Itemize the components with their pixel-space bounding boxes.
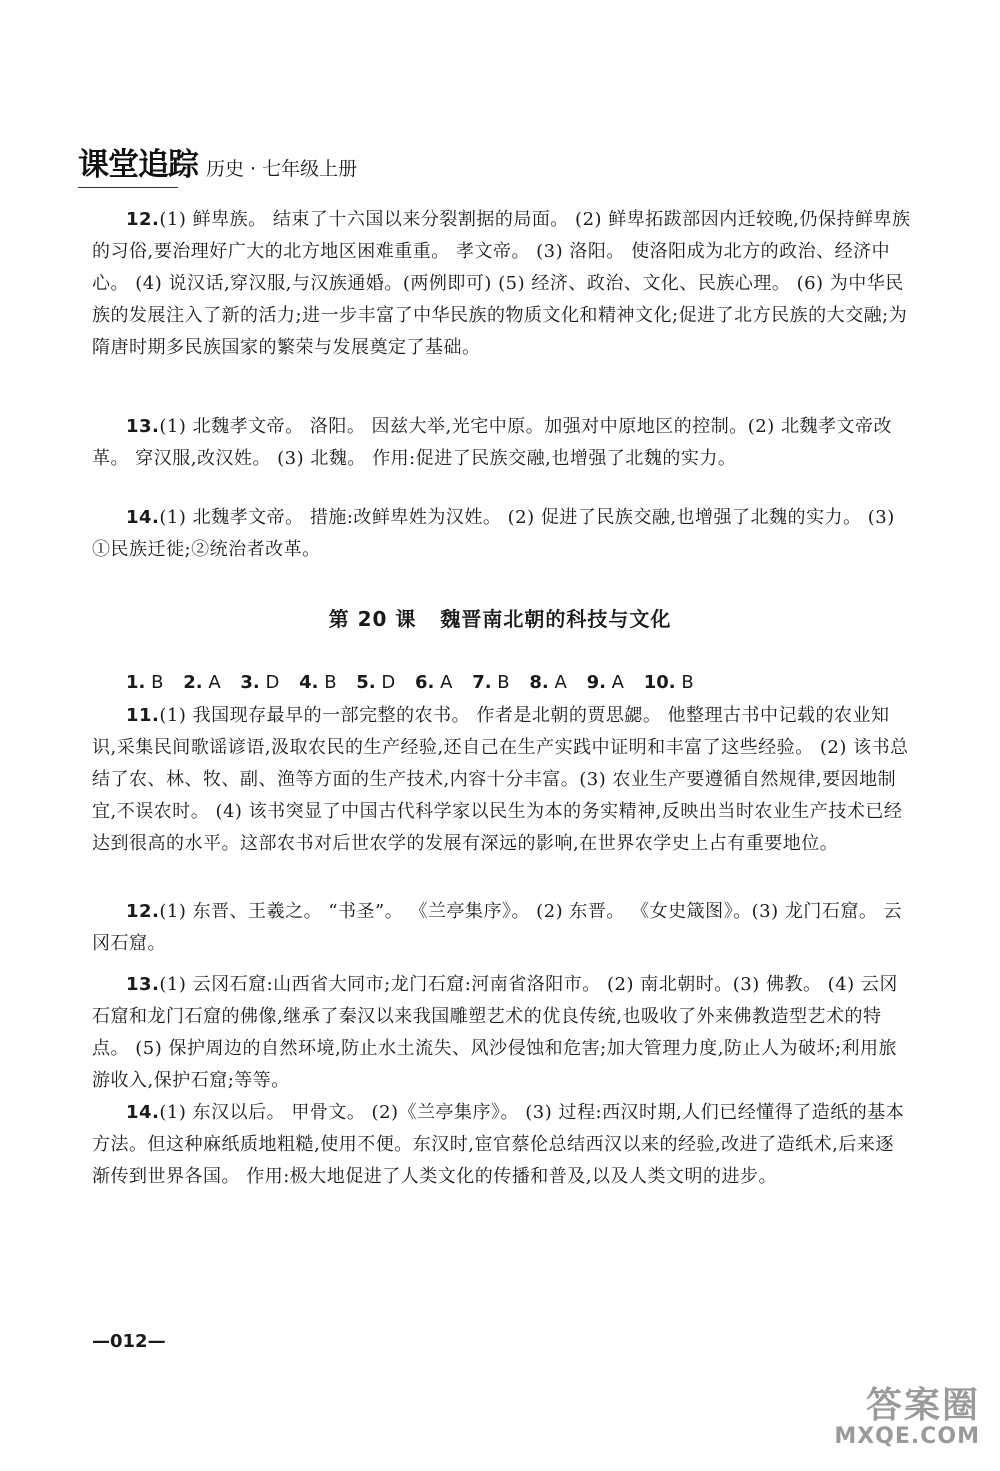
answer-14: [92, 1097, 912, 1193]
choice-answer: 1. B: [126, 672, 164, 693]
subject-label: 历史 · 七年级上册: [206, 158, 358, 180]
choice-answer: 10. B: [643, 672, 694, 693]
choice-answer: 8. A: [529, 672, 567, 693]
choice-answer: 6. A: [415, 672, 453, 693]
multiple-choice-answers: [126, 667, 708, 699]
watermark: [834, 1385, 980, 1450]
watermark-url: MXQE.COM: [834, 1424, 980, 1449]
answer-text: (1) 东汉以后。 甲骨文。 (2)《兰亭集序》。 (3) 过程:西汉时期,人们已经懂得了造纸的基本方法。但这种麻纸质地粗糙,使用不便。东汉时,宦官蔡伦总结西汉以来的经验,改进了造纸术,后来逐渐传到世界各国。 作用:极大地促进了人类文化的传播和普及,以及人类文明的进步。: [92, 1102, 905, 1187]
book-series-logo: 课堂追踪: [78, 147, 198, 183]
answer-text: (1) 北魏孝文帝。 措施:改鲜卑姓为汉姓。 (2) 促进了民族交融,也增强了北魏的实力。 (3) ①民族迁徙;②统治者改革。: [92, 507, 895, 560]
watermark-logo-text: 答案圈: [865, 1385, 980, 1426]
answer-text: (1) 鲜卑族。 结束了十六国以来分裂割据的局面。 (2) 鲜卑拓跋部因内迁较晚,仍保持鲜卑族的习俗,要治理好广大的北方地区困难重重。 孝文帝。 (3) 洛阳。 使洛阳成为北方的政治、经济中心。 (4) 说汉话,穿汉服,与汉族通婚。(两例即可) (5) 经济、政治、文化、民族心理。 (6) 为中华民族的发展注入了新的活力;进一步丰富了中华民族的物质文化和精神文化;促进了北方民族的大交融;为隋唐时期多民族国家的繁荣与发展奠定了基础。: [92, 209, 911, 358]
question-number: 12.: [126, 209, 160, 230]
choice-answer: 3. D: [240, 672, 280, 693]
lesson-heading: [0, 603, 1000, 632]
question-number: 12.: [126, 901, 160, 922]
question-number: 11.: [126, 705, 160, 726]
lesson-title: 魏晋南北朝的科技与文化: [440, 607, 672, 631]
prev-answer-14: [92, 502, 912, 566]
choice-answer: 7. B: [472, 672, 510, 693]
answer-11: [92, 700, 912, 860]
choice-answer: 2. A: [183, 672, 221, 693]
header-divider: [78, 187, 178, 188]
lesson-number: 第 20 课: [328, 607, 417, 631]
page-header: [78, 147, 358, 183]
choice-answer: 5. D: [356, 672, 396, 693]
question-number: 14.: [126, 1102, 160, 1123]
question-number: 13.: [126, 416, 160, 437]
question-number: 14.: [126, 507, 160, 528]
question-number: 13.: [126, 974, 160, 995]
answer-text: (1) 北魏孝文帝。 洛阳。 因兹大举,光宅中原。加强对中原地区的控制。(2) 北魏孝文帝改革。 穿汉服,改汉姓。 (3) 北魏。 作用:促进了民族交融,也增强了北魏的实力。: [92, 416, 892, 469]
answer-13: [92, 969, 912, 1097]
prev-answer-13: [92, 411, 912, 475]
answer-text: (1) 东晋、王羲之。 “书圣”。 《兰亭集序》。 (2) 东晋。 《女史箴图》。(3) 龙门石窟。 云冈石窟。: [92, 901, 903, 954]
choice-answer: 4. B: [299, 672, 337, 693]
answer-12: [92, 896, 912, 960]
prev-answer-12: [92, 204, 912, 364]
answer-text: (1) 我国现存最早的一部完整的农书。 作者是北朝的贾思勰。 他整理古书中记载的农业知识,采集民间歌谣谚语,汲取农民的生产经验,还自己在生产实践中证明和丰富了这些经验。 (2) 该书总结了农、林、牧、副、渔等方面的生产技术,内容十分丰富。(3) 农业生产要遵循自然规律,要因地制宜,不误农时。 (4) 该书突显了中国古代科学家以民生为本的务实精神,反映出当时农业生产技术已经达到很高的水平。这部农书对后世农学的发展有深远的影响,在世界农学史上占有重要地位。: [92, 705, 909, 854]
choice-answer: 9. A: [586, 672, 624, 693]
answer-text: (1) 云冈石窟:山西省大同市;龙门石窟:河南省洛阳市。 (2) 南北朝时。(3) 佛教。 (4) 云冈石窟和龙门石窟的佛像,继承了秦汉以来我国雕塑艺术的优良传统,也吸收了外来佛教造型艺术的特点。 (5) 保护周边的自然环境,防止水土流失、风沙侵蚀和危害;加大管理力度,防止人为破坏;利用旅游收入,保护石窟;等等。: [92, 974, 898, 1091]
page-number: —012—: [92, 1331, 166, 1352]
